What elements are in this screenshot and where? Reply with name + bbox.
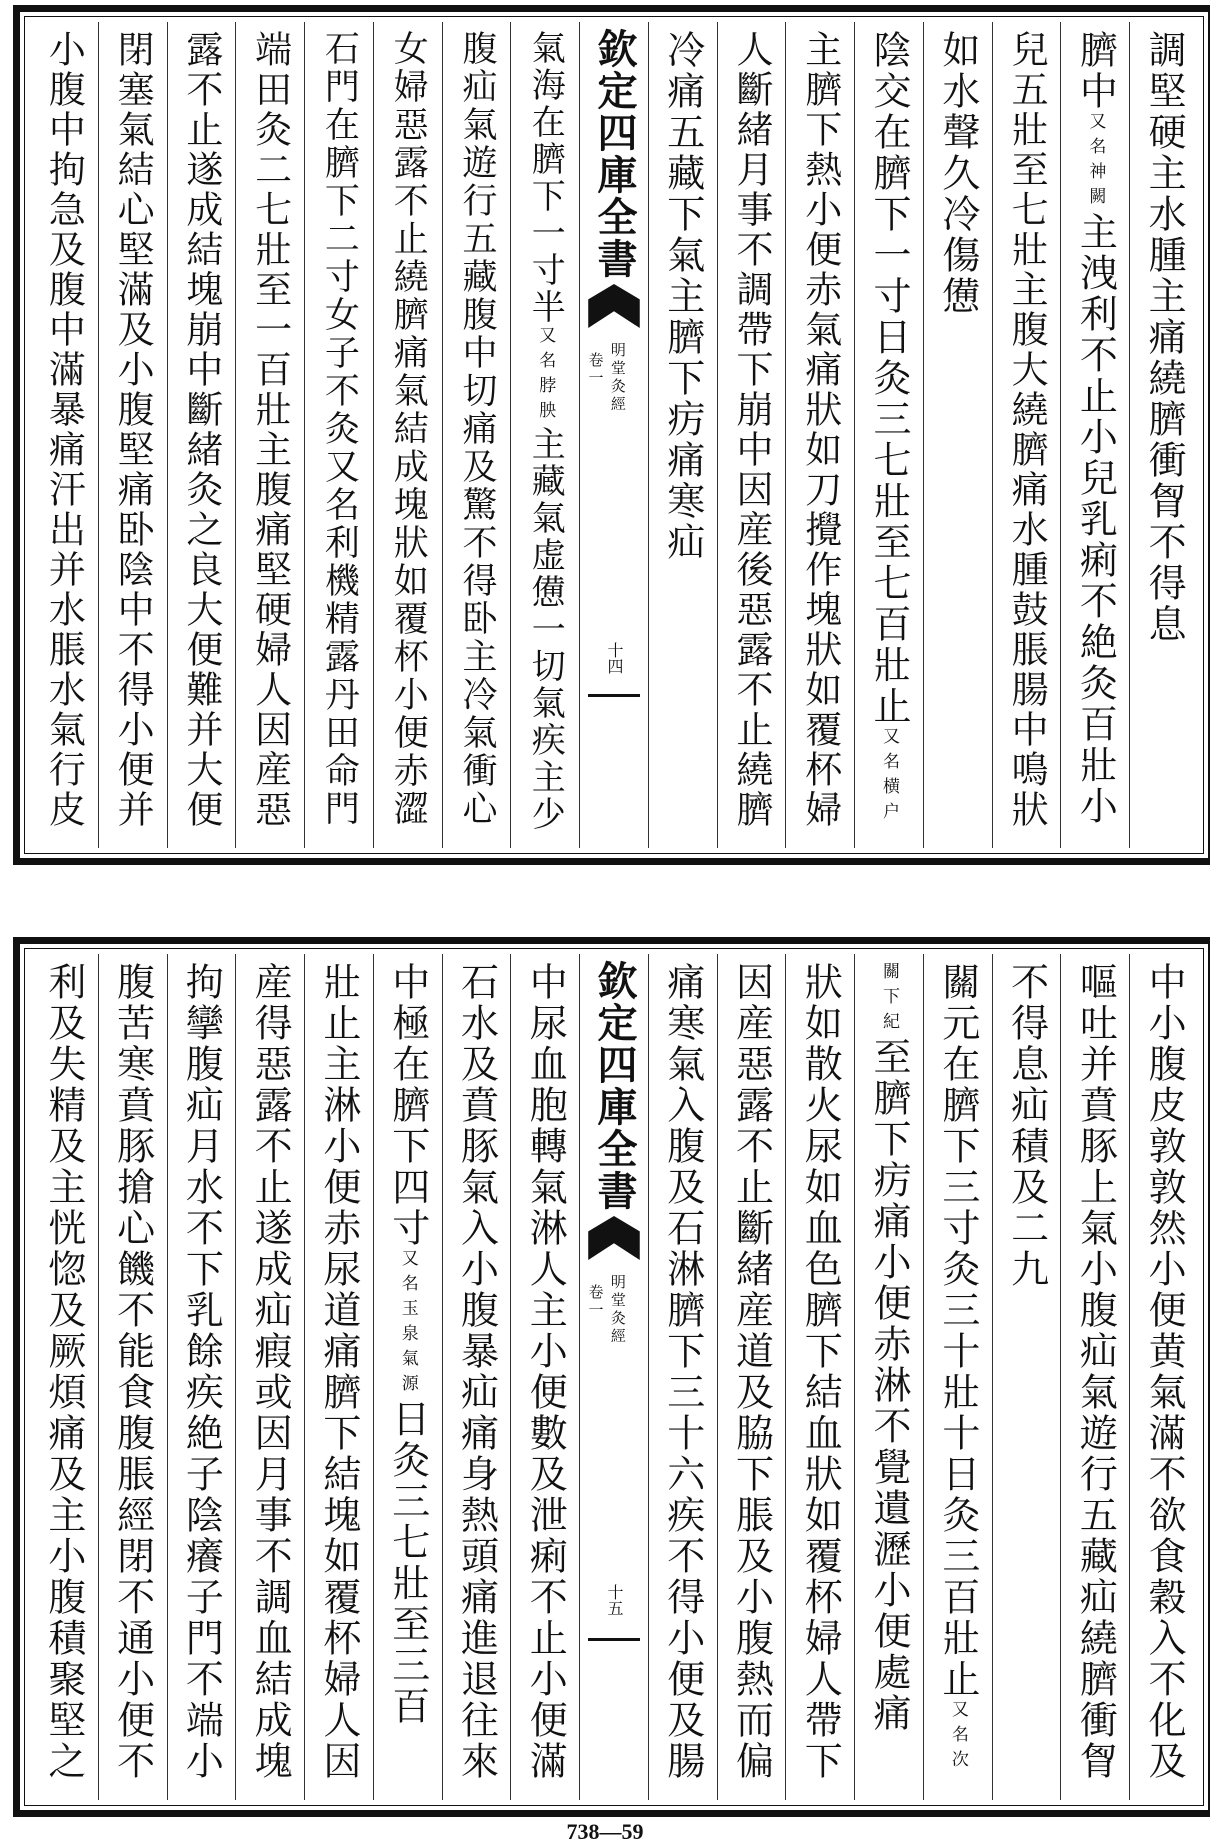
text-column <box>442 22 511 848</box>
page-bottom-frame <box>13 937 1210 1817</box>
column-text: 石門在臍下二寸女子不灸又名利機精露丹田命門 <box>319 30 360 828</box>
page-bottom-columns <box>30 954 1198 1800</box>
column-text: 如水聲久冷傷憊 <box>935 30 980 317</box>
text-column <box>167 22 236 848</box>
column-main-text: 中極在臍下四寸 <box>385 962 430 1249</box>
column-text: 利及失精及主恍惚及厥煩痛及主小腹積聚堅之 <box>41 962 86 1782</box>
text-column <box>30 22 98 848</box>
column-text: 狀如散火尿如血色臍下結血狀如覆杯婦人帶下 <box>798 962 843 1782</box>
text-column <box>442 954 511 1800</box>
column-text: 拘攣腹疝月水不下乳餘疾絶子陰癢子門不端小 <box>179 962 224 1782</box>
text-column <box>304 954 373 1800</box>
text-column <box>373 954 442 1800</box>
text-column <box>992 954 1061 1800</box>
text-column <box>992 22 1061 848</box>
column-after-text: 日灸三七壯至三百 <box>385 1399 430 1727</box>
text-column <box>923 954 992 1800</box>
column-main-text: 至臍下疠痛小便赤淋不覺遺瀝小便處痛 <box>867 1037 912 1734</box>
column-text <box>525 30 566 833</box>
text-column <box>785 954 854 1800</box>
page-top-frame <box>13 5 1210 865</box>
annotation-note: 又名横户 <box>879 727 900 827</box>
column-after-text: 主藏氣虚憊一切氣疾主少 <box>525 426 566 833</box>
text-column <box>167 954 236 1800</box>
column-text: 冷痛五藏下氣主臍下疠痛寒疝 <box>660 30 705 563</box>
text-column <box>854 22 923 848</box>
column-text: 腹苦寒賁豚搶心饑不能食腹脹經閉不通小便不 <box>110 962 155 1782</box>
column-text: 中尿血胞轉氣淋人主小便數及泄痢不止小便滿 <box>523 962 568 1782</box>
column-lead-text: 臍中 <box>1073 30 1118 112</box>
column-main-text: 陰交在臍下一寸日灸三七壯至七百壯止 <box>867 30 912 727</box>
column-text: 露不止遂成結塊崩中斷緒灸之良大便難并大便 <box>179 30 223 830</box>
text-column <box>923 22 992 848</box>
collection-title: 欽定四庫全書 <box>590 28 638 280</box>
fish-tail-ornament <box>588 284 640 328</box>
column-text <box>935 962 980 1775</box>
volume-label: 卷一 <box>586 352 605 388</box>
text-column <box>510 954 579 1800</box>
text-column <box>648 22 717 848</box>
text-column <box>98 954 167 1800</box>
annotation-note: 又名神闕 <box>1085 112 1106 212</box>
column-text: 嘔吐并賁豚上氣小腹疝氣遊行五藏疝繞臍衝胷 <box>1073 962 1118 1782</box>
column-text: 人斷緒月事不調帶下崩中因産後惡露不止繞臍 <box>730 30 774 830</box>
footer-page-number: 738—59 <box>566 1819 644 1844</box>
text-column <box>1060 954 1129 1800</box>
book-title: 明堂灸經 <box>608 1274 627 1346</box>
column-text: 女婦惡露不止繞臍痛氣結成塊狀如覆杯小便赤澀 <box>388 30 429 828</box>
fish-tail-ornament <box>588 1216 640 1260</box>
column-text: 調堅硬主水腫主痛繞臍衝胷不得息 <box>1142 30 1187 645</box>
text-column <box>648 954 717 1800</box>
column-text <box>385 962 430 1727</box>
fish-tail-bottom-line <box>588 694 640 697</box>
book-title: 明堂灸經 <box>608 342 627 414</box>
column-text: 不得息疝積及二九 <box>1004 962 1049 1290</box>
text-column <box>717 954 786 1800</box>
text-column <box>98 22 167 848</box>
column-main-text: 氣海在臍下一寸半 <box>525 30 566 326</box>
column-text: 中小腹皮敦敦然小便黄氣滿不欲食穀入不化及 <box>1142 962 1187 1782</box>
annotation-note: 關下紀 <box>879 962 900 1037</box>
leaf-number: 十五 <box>604 1584 624 1616</box>
column-text: 端田灸二七壯至一百壯主腹痛堅硬婦人因産惡 <box>248 30 292 830</box>
text-column <box>235 22 304 848</box>
center-fold-column <box>579 22 648 848</box>
volume-label: 卷一 <box>586 1284 605 1320</box>
text-column <box>854 954 923 1800</box>
text-column <box>30 954 98 1800</box>
fish-tail-bottom-line <box>588 1638 640 1641</box>
text-column <box>785 22 854 848</box>
text-column <box>304 22 373 848</box>
column-text: 主臍下熱小便赤氣痛狀如刀攪作塊狀如覆杯婦 <box>798 30 842 830</box>
center-fold-column <box>579 954 648 1800</box>
column-text: 石水及賁豚氣入小腹暴疝痛身熱頭痛進退往來 <box>454 962 499 1782</box>
text-column <box>235 954 304 1800</box>
collection-title: 欽定四庫全書 <box>590 960 638 1212</box>
column-text <box>867 30 912 827</box>
page-top-columns <box>30 22 1198 848</box>
column-text: 産得惡露不止遂成疝瘕或因月事不調血結成塊 <box>248 962 293 1782</box>
column-text: 小腹中拘急及腹中滿暴痛汗出并水脹水氣行皮 <box>42 30 86 830</box>
text-column <box>1129 954 1198 1800</box>
text-column <box>717 22 786 848</box>
text-column <box>1129 22 1198 848</box>
annotation-note: 又名脖胦 <box>535 326 556 426</box>
column-text <box>867 962 912 1734</box>
column-after-text: 主洩利不止小兒乳痢不絶灸百壯小 <box>1073 212 1118 827</box>
column-text: 兒五壯至七壯主腹大繞臍痛水腫鼓脹腸中鳴狀 <box>1005 30 1049 830</box>
column-text: 閉塞氣結心堅滿及小腹堅痛卧陰中不得小便并 <box>111 30 155 830</box>
column-text: 壯止主淋小便赤尿道痛臍下結塊如覆杯婦人因 <box>316 962 361 1782</box>
text-column <box>1060 22 1129 848</box>
annotation-note: 又名玉泉氣源 <box>397 1249 418 1399</box>
column-text: 痛寒氣入腹及石淋臍下三十六疾不得小便及腸 <box>660 962 705 1782</box>
column-text <box>1073 30 1118 827</box>
text-column <box>373 22 442 848</box>
column-text: 因産惡露不止斷緒産道及脇下脹及小腹熱而偏 <box>729 962 774 1782</box>
annotation-note: 又名次 <box>947 1700 968 1775</box>
text-column <box>510 22 579 848</box>
column-main-text: 關元在臍下三寸灸三十壯十日灸三百壯止 <box>935 962 980 1700</box>
leaf-number: 十四 <box>604 642 624 674</box>
column-text: 腹疝氣遊行五藏腹中切痛及驚不得卧主冷氣衝心 <box>456 30 497 828</box>
